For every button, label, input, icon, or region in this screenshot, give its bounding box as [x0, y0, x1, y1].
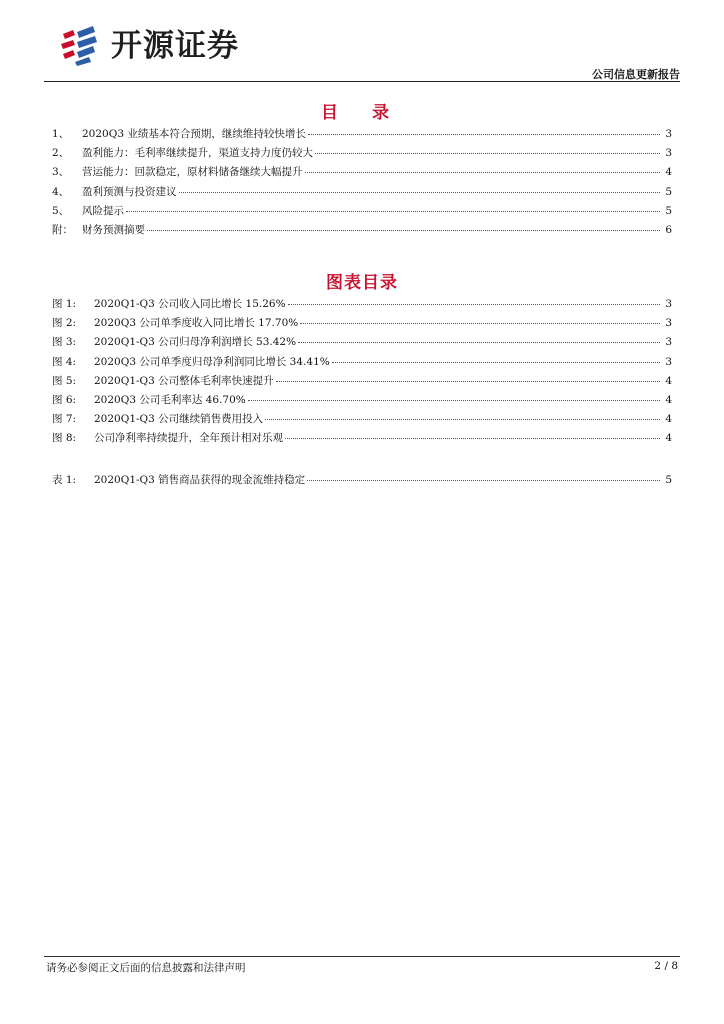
toc-leader-dots	[285, 438, 660, 439]
toc-leader-dots	[300, 323, 660, 324]
toc-entry-number: 图 3:	[52, 336, 77, 349]
toc-entry-number: 5、	[52, 204, 70, 217]
toc-entry[interactable]	[52, 296, 672, 315]
toc-entry-label: 财务预测摘要	[82, 223, 145, 236]
toc-entry-number: 图 1:	[52, 298, 77, 310]
toc-entry-page: 3	[665, 355, 672, 368]
toc-entry-number: 图 8:	[52, 432, 77, 445]
toc-leader-dots	[147, 230, 660, 231]
toc-entry-label: 公司净利率持续提升，全年预计相对乐观	[94, 432, 283, 445]
toc-entry[interactable]	[52, 222, 672, 241]
toc-entry[interactable]	[52, 373, 672, 392]
toc-entry[interactable]	[52, 164, 672, 183]
toc-entry[interactable]	[52, 472, 672, 491]
toc-entry-number: 3、	[52, 166, 70, 179]
toc-entry-number: 4、	[52, 185, 70, 198]
toc-leader-dots	[126, 211, 660, 212]
toc-entry-page: 4	[665, 374, 672, 387]
toc-leader-dots	[315, 153, 660, 154]
toc-entry[interactable]	[52, 334, 672, 353]
toc-entry-page: 3	[665, 317, 672, 330]
logo-text: 开源证券	[111, 28, 239, 64]
toc-entry-number: 图 5:	[52, 374, 77, 387]
toc-entry-page: 3	[665, 128, 672, 140]
toc-entry-label: 2020Q3 公司单季度收入同比增长 17.70%	[94, 317, 299, 330]
toc-list	[52, 126, 672, 241]
toc-leader-dots	[276, 381, 660, 382]
toc-leader-dots	[307, 480, 660, 481]
toc-entry[interactable]	[52, 203, 672, 222]
toc-entry-label: 盈利预测与投资建议	[82, 185, 177, 198]
toc-entry[interactable]	[52, 315, 672, 334]
toc-entry-label: 风险提示	[82, 204, 124, 217]
toc-entry[interactable]	[52, 430, 672, 449]
page-indicator: 2 / 8	[654, 960, 678, 972]
header-divider	[44, 81, 680, 82]
toc-entry-page: 5	[665, 474, 672, 486]
page-header	[0, 0, 724, 84]
toc-entry-page: 5	[665, 185, 672, 198]
toc-entry-number: 表 1:	[52, 474, 77, 486]
logo-mark-icon	[59, 26, 105, 66]
report-type-label: 公司信息更新报告	[592, 68, 680, 81]
toc-entry-label: 2020Q1-Q3 公司继续销售费用投入	[94, 413, 264, 426]
toc-leader-dots	[248, 400, 660, 401]
toc-title: 目 录	[321, 103, 403, 123]
toc-entry-page: 4	[665, 432, 672, 445]
toc-leader-dots	[305, 172, 661, 173]
toc-entry-page: 6	[665, 223, 672, 236]
toc-entry[interactable]	[52, 145, 672, 164]
toc-entry[interactable]	[52, 184, 672, 203]
toc-entry-number: 2、	[52, 147, 70, 160]
toc-entry-number: 图 7:	[52, 413, 77, 426]
company-logo	[59, 26, 239, 66]
toc-leader-dots	[265, 419, 660, 420]
toc-leader-dots	[298, 342, 660, 343]
figures-title: 图表目录	[326, 273, 398, 293]
toc-entry-label: 2020Q3 公司单季度归母净利润同比增长 34.41%	[94, 355, 330, 368]
toc-entry-label: 2020Q1-Q3 销售商品获得的现金流维持稳定	[94, 474, 306, 486]
toc-leader-dots	[288, 304, 660, 305]
toc-entry-label: 2020Q1-Q3 公司整体毛利率快速提升	[94, 374, 274, 387]
toc-entry-number: 图 6:	[52, 393, 77, 406]
toc-entry-label: 盈利能力：毛利率继续提升，渠道支持力度仍较大	[82, 147, 313, 160]
toc-entry-page: 3	[665, 298, 672, 310]
toc-leader-dots	[179, 192, 661, 193]
toc-entry-number: 图 2:	[52, 317, 77, 330]
footer-divider	[44, 956, 680, 957]
toc-entry-page: 3	[665, 336, 672, 349]
toc-entry-label: 营运能力：回款稳定，原材料储备继续大幅提升	[82, 166, 303, 179]
toc-entry[interactable]	[52, 411, 672, 430]
footer-disclaimer: 请务必参阅正文后面的信息披露和法律声明	[46, 962, 246, 974]
toc-entry-label: 2020Q3 业绩基本符合预期，继续维持较快增长	[82, 128, 306, 140]
toc-entry[interactable]	[52, 392, 672, 411]
toc-entry-page: 4	[665, 413, 672, 426]
toc-entry-number: 附：	[52, 223, 73, 236]
tables-list	[52, 472, 672, 491]
toc-entry-page: 4	[665, 393, 672, 406]
toc-leader-dots	[308, 134, 660, 135]
toc-entry-number: 1、	[52, 128, 70, 140]
toc-entry-label: 2020Q1-Q3 公司收入同比增长 15.26%	[94, 298, 286, 310]
toc-entry-label: 2020Q1-Q3 公司归母净利润增长 53.42%	[94, 336, 297, 349]
figures-list	[52, 296, 672, 450]
toc-entry-number: 图 4:	[52, 355, 77, 368]
toc-entry-label: 2020Q3 公司毛利率达 46.70%	[94, 393, 246, 406]
toc-leader-dots	[332, 362, 660, 363]
toc-entry-page: 5	[665, 204, 672, 217]
toc-entry-page: 3	[665, 147, 672, 160]
toc-entry-page: 4	[665, 166, 672, 179]
toc-entry[interactable]	[52, 354, 672, 373]
toc-entry[interactable]	[52, 126, 672, 145]
